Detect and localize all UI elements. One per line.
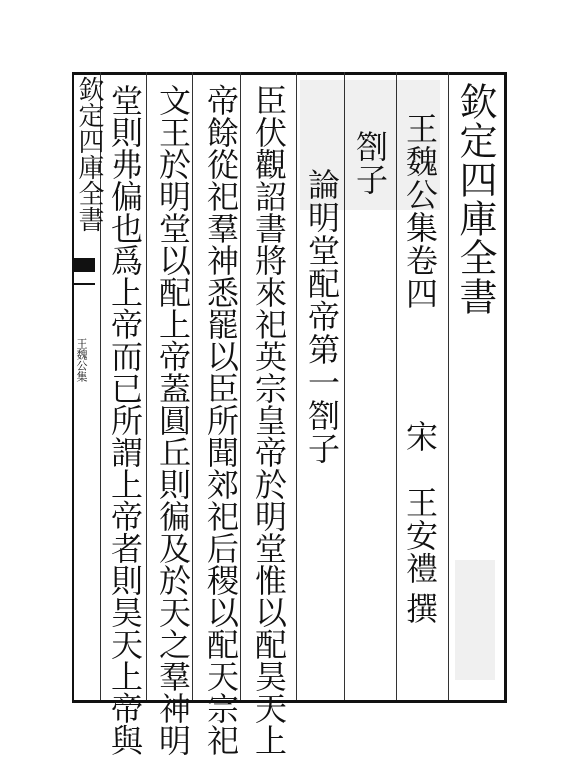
column-rule: [192, 72, 193, 700]
body-line-4: 堂則弗偏也爲上帝而已所謂上帝者則昊天上帝與: [106, 84, 144, 756]
column-rule: [146, 72, 147, 700]
body-line-1: 臣伏觀詔書將來祀英宗皇帝於明堂惟以配昊天上: [250, 84, 288, 756]
essay-title: 論明堂配帝第一劄子: [303, 168, 341, 465]
collection-title: 欽定四庫全書: [453, 82, 497, 316]
column-rule: [296, 72, 297, 700]
column-rule: [240, 72, 241, 700]
margin-collection-title: 欽定四庫全書: [74, 76, 104, 232]
paper-stain: [455, 560, 495, 680]
body-line-2: 帝餘從祀羣神悉罷以臣所聞郊祀后稷以配天宗祀: [202, 84, 240, 756]
author-name: 王安禮: [401, 486, 439, 585]
section-category: 劄子: [351, 130, 389, 196]
author-role: 撰: [401, 592, 439, 625]
fish-tail-mark: [73, 258, 95, 272]
frame-right-border: [504, 72, 507, 703]
margin-book-title: 王魏公集: [75, 338, 88, 382]
column-rule: [448, 72, 449, 700]
fish-tail-rule: [73, 283, 95, 285]
body-line-3: 文王於明堂以配上帝蓋圓丘則徧及於天之羣神明: [154, 84, 192, 756]
volume-title: 王魏公集卷四: [401, 112, 439, 310]
dynasty-label: 宋: [401, 420, 439, 453]
frame-top-border: [72, 72, 504, 75]
